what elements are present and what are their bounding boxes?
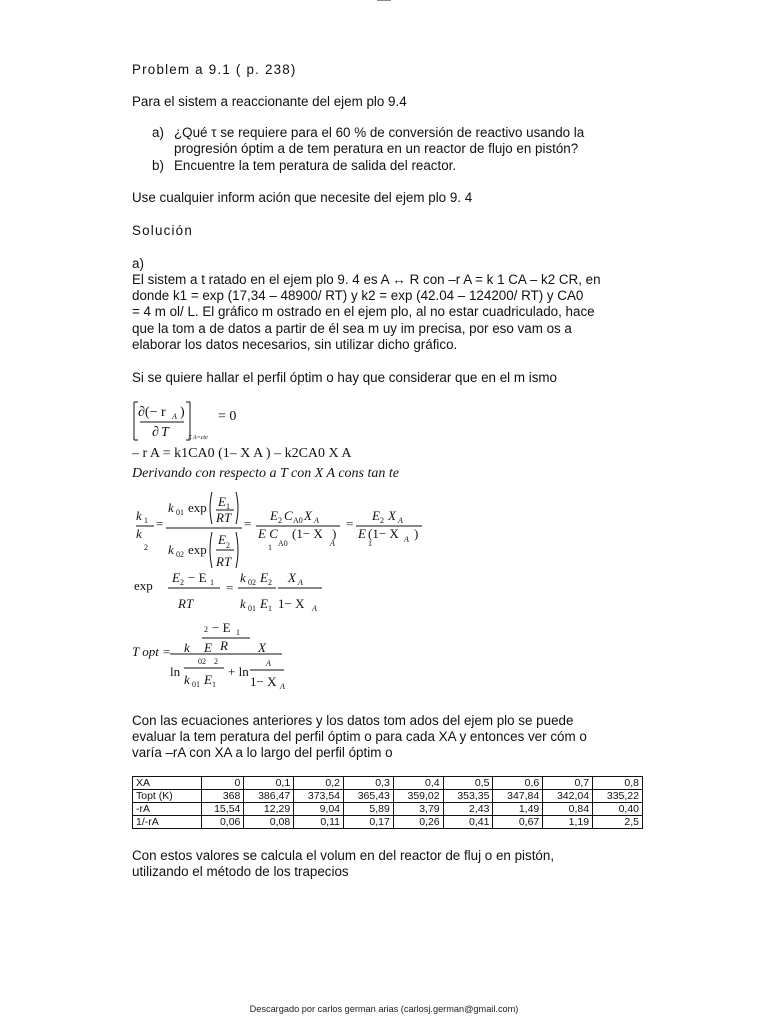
svg-text:k: k [240,596,246,611]
svg-text:k: k [184,640,190,655]
problem-title: Problem a 9.1 ( p. 238) [132,62,297,77]
svg-text:+ ln: + ln [228,664,249,679]
table-cell: 347,84 [493,790,543,803]
svg-text:1: 1 [210,578,214,587]
part-a-label: a) [132,256,144,271]
table-cell: 1,49 [493,803,543,816]
svg-text:(1− X: (1− X [368,526,399,541]
svg-text:A: A [314,516,319,525]
svg-text:2: 2 [144,543,148,552]
table-cell: 1,19 [543,816,593,829]
svg-text:RT: RT [216,510,232,525]
table-cell: 2,43 [443,803,493,816]
equation-rate: – r A = k1CA0 (1– X A ) – k2CA0 X A [132,446,352,461]
table-cell: 12,29 [244,803,294,816]
table-cell: 0,67 [493,816,543,829]
svg-text:1: 1 [144,516,148,525]
use-info-text: Use cualquier inform ación que necesite del ejem plo 9. 4 [132,190,473,205]
svg-text:2: 2 [380,516,384,525]
svg-text:1: 1 [226,502,230,511]
table-cell: 0,17 [344,816,394,829]
paragraph-1-line: = 4 m ol/ L. El gráfico m ostrado en el ejem plo, al no estar cuadriculado, hace [132,304,595,320]
svg-text:1: 1 [368,539,372,548]
svg-text:A: A [404,535,409,544]
table-row-header: -rA [133,803,202,816]
svg-text:=: = [346,516,354,531]
svg-text:E: E [218,532,226,547]
table-cell: 0,6 [493,777,543,790]
svg-text:exp: exp [134,578,153,593]
svg-text:k: k [184,672,190,687]
paragraph-1-line: donde k1 = exp (17,34 – 48900/ RT) y k2 = exp (42.04 – 124200/ RT) y CA0 [132,288,584,304]
paragraph-3-line: varía –rA con XA a lo largo del perfil óptim o [132,745,393,761]
table-cell: 9,04 [294,803,344,816]
table-row-header: XA [133,777,202,790]
table-cell: 0,8 [593,777,643,790]
table-cell: 342,04 [543,790,593,803]
table-cell: 353,35 [443,790,493,803]
svg-text:2: 2 [268,578,272,587]
svg-text:): ) [414,526,419,541]
svg-text:X: X [388,508,396,523]
svg-text:1: 1 [268,543,272,552]
svg-text:E: E [358,526,366,541]
intro-text: Para el sistem a reaccionante del ejem plo 9.4 [132,94,407,109]
table-cell: 0,06 [202,816,244,829]
table-row [133,790,643,803]
svg-text:X: X [288,570,296,585]
table-cell: 386,47 [244,790,294,803]
svg-text:E C: E C [258,526,278,541]
svg-text:01: 01 [248,604,256,613]
table-cell: 0,84 [543,803,593,816]
table-cell: 0,40 [593,803,643,816]
svg-text:02: 02 [198,657,206,666]
svg-text:1: 1 [236,628,240,637]
svg-text:2: 2 [180,578,184,587]
svg-text:E: E [172,570,180,585]
svg-text:E: E [204,672,212,687]
paragraph-3-line: Con las ecuaciones anteriores y los datos tom ados del ejem plo se puede [132,713,574,728]
svg-text:T: T [161,425,169,440]
table-cell: 0,7 [543,777,593,790]
paragraph-2: Si se quiere hallar el perfil óptim o hay que considerar que en el m ismo [132,370,558,385]
table-cell: 15,54 [202,803,244,816]
svg-text:A: A [280,682,285,691]
svg-text:=: = [156,516,164,531]
svg-text:k: k [168,500,174,515]
svg-text:E: E [218,494,226,509]
question-a-label: a) [152,125,164,140]
page-top-mark [377,0,391,1]
svg-text:X: X [304,508,312,523]
paragraph-1-line: que la tom a de datos a partir de él sea m uy im precisa, por eso vam os a [132,320,572,336]
svg-text:∂(− r: ∂(− r [138,405,166,420]
svg-text:C: C [284,508,293,523]
paragraph-3 [132,713,635,762]
table-cell: 0,26 [393,816,443,829]
svg-text:ln: ln [170,664,181,679]
svg-text:E: E [260,570,268,585]
svg-text:∂: ∂ [152,425,159,440]
table-cell: 0,08 [244,816,294,829]
table-row [133,816,643,829]
table-cell: 359,02 [393,790,443,803]
table-row-header: Topt (K) [133,790,202,803]
svg-text:A: A [298,578,303,587]
table-cell: 2,5 [593,816,643,829]
question-b-line1: Encuentre la tem peratura de salida del reactor. [174,158,457,173]
question-a-line1: ¿Qué τ se requiere para el 60 % de conversión de reactivo usando la [174,125,585,140]
svg-text:E: E [372,508,380,523]
table-cell: 0,1 [244,777,294,790]
table-cell: 373,54 [294,790,344,803]
equation-k-ratio [132,488,432,570]
table-cell: 368 [202,790,244,803]
table-cell: 365,43 [344,790,394,803]
svg-text:exp: exp [188,542,207,557]
paragraph-1 [132,272,635,353]
table-cell: 0 [202,777,244,790]
equation-topt [132,620,332,694]
svg-text:2: 2 [226,541,230,550]
svg-text:k: k [136,508,142,523]
svg-text:01: 01 [176,508,184,517]
paragraph-1-line: El sistem a t ratado en el ejem plo 9. 4 es A ↔ R con –r A = k 1 CA – k2 CR, en [132,272,601,287]
svg-text:RT: RT [178,596,194,611]
svg-text:exp: exp [188,500,207,515]
eq1-subscript: X A=cte [188,435,208,441]
paragraph-4-line: utilizando el método de los trapecios [132,864,349,880]
svg-text:1: 1 [268,604,272,613]
table-cell: 0,5 [443,777,493,790]
table-row [133,803,643,816]
table-cell: 0,2 [294,777,344,790]
question-b-label: b) [152,158,164,173]
svg-text:=: = [226,580,234,595]
table-cell: 0,4 [393,777,443,790]
table-row [133,777,643,790]
svg-text:): ) [180,405,185,420]
svg-text:A: A [172,412,177,421]
svg-text:02: 02 [248,578,256,587]
svg-text:k: k [168,542,174,557]
svg-text:− E: − E [188,570,207,585]
equation-derivative-zero [132,396,272,442]
download-footer: Descargado por carlos german arias (carlosj.german@gmail.com) [249,1004,519,1014]
equation-exp-relation [132,570,332,618]
svg-text:1− X: 1− X [250,674,277,689]
svg-text:01: 01 [192,680,200,689]
svg-text:A0: A0 [293,516,303,525]
svg-text:E: E [270,508,278,523]
paragraph-3-line: evaluar la tem peratura del perfil óptim o para cada XA y entonces ver cóm o [132,729,587,745]
optimum-profile-table [132,776,643,829]
svg-text:− E: − E [212,620,231,635]
svg-text:2: 2 [278,516,282,525]
svg-text:1− X: 1− X [278,596,305,611]
paragraph-4-line: Con estos valores se calcula el volum en del reactor de fluj o en pistón, [132,848,555,863]
svg-text:A: A [266,659,271,668]
table-cell: 0,41 [443,816,493,829]
question-a-line2: progresión óptim a de tem peratura en un reactor de flujo en pistón? [174,141,579,156]
svg-text:A: A [398,516,403,525]
svg-text:k: k [240,570,246,585]
table-cell: 0,3 [344,777,394,790]
table-cell: 3,79 [393,803,443,816]
table-cell: 5,89 [344,803,394,816]
svg-text:2: 2 [214,657,218,666]
svg-text:RT: RT [216,554,232,569]
svg-text:02: 02 [176,550,184,559]
svg-text:1: 1 [212,680,216,689]
svg-text:R: R [220,638,228,653]
svg-text:): ) [332,526,337,541]
svg-text:E: E [260,596,268,611]
table-row-header: 1/-rA [133,816,202,829]
paragraph-4 [132,848,635,880]
topt-label: T opt = [132,644,171,659]
svg-text:=: = [244,516,252,531]
derivando-text: Derivando con respecto a T con X A cons tan te [132,466,399,481]
table-cell: 335,22 [593,790,643,803]
svg-text:A: A [312,604,317,613]
table-cell: 0,11 [294,816,344,829]
solution-heading: Solución [132,223,193,238]
svg-text:A0: A0 [278,539,288,548]
svg-text:2: 2 [204,625,208,634]
svg-text:(1− X: (1− X [292,526,323,541]
svg-text:k: k [136,526,142,541]
svg-text:E: E [204,640,212,655]
paragraph-1-line: elaborar los datos necesarios, sin utilizar dicho gráfico. [132,336,458,352]
svg-text:X: X [258,640,266,655]
svg-text:A: A [330,539,335,548]
eq1-rhs: = 0 [218,409,237,424]
